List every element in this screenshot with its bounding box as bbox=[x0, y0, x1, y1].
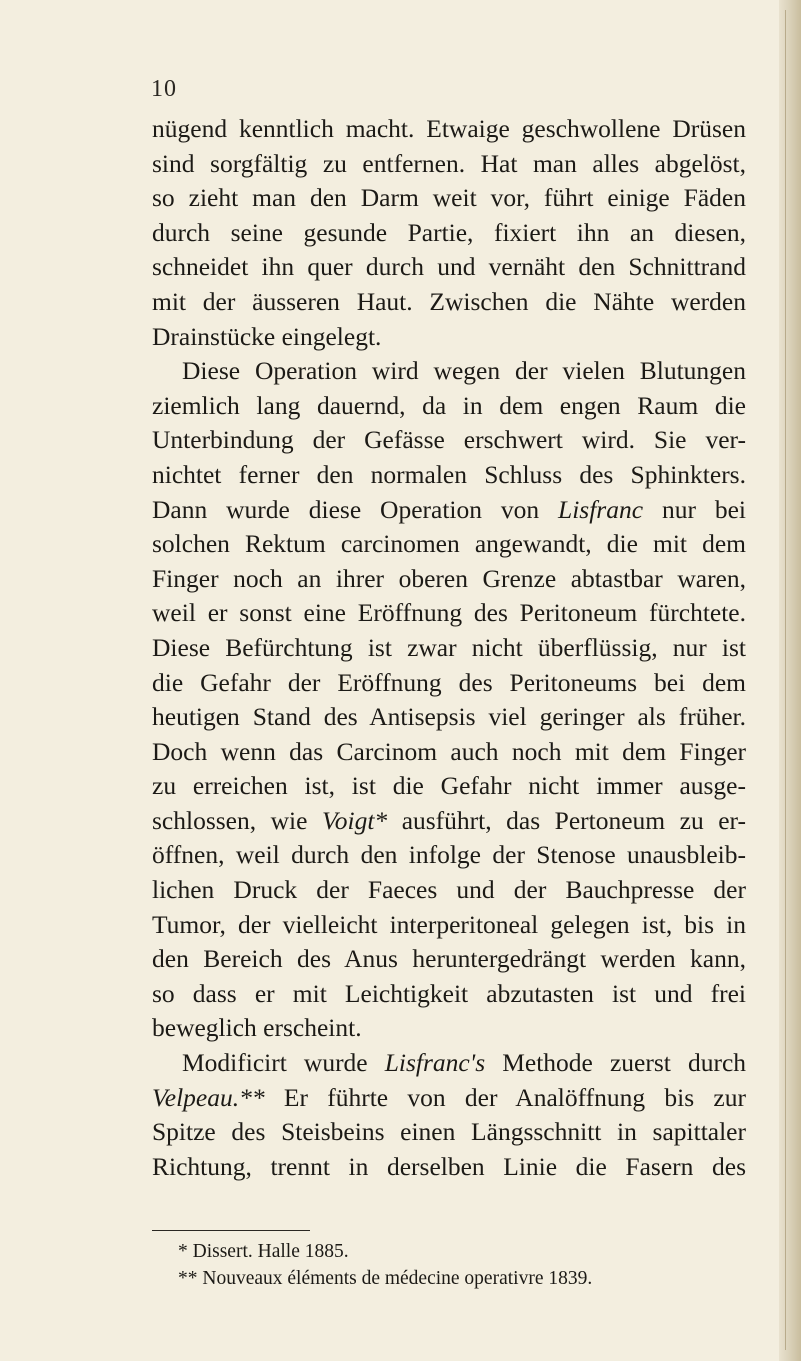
text-line: Doch wenn das Carcinom auch noch mit dem Finger bbox=[152, 736, 746, 766]
text-fragment: Modificirt wurde bbox=[182, 1048, 368, 1078]
text-line: die Gefahr der Eröffnung des Peritoneums bei dem bbox=[152, 667, 746, 697]
text-line: den Bereich des Anus heruntergedrängt werden kann, bbox=[152, 944, 746, 974]
text-line: durch seine gesunde Partie, fixiert ihn an diesen, bbox=[152, 217, 746, 247]
text-line: ziemlich lang dauernd, da in dem engen Raum die bbox=[152, 390, 746, 420]
footnote-2: ** Nouveaux éléments de médecine operativre 1839. bbox=[178, 1268, 593, 1289]
text-line: solchen Rektum carcinomen angewandt, die mit dem bbox=[152, 529, 746, 559]
footnote-rule bbox=[152, 1230, 310, 1231]
footnote-1: * Dissert. Halle 1885. bbox=[178, 1241, 349, 1262]
page-edge bbox=[779, 0, 801, 1361]
text-line: nügend kenntlich macht. Etwaige geschwollene Drüsen bbox=[152, 114, 746, 143]
text-line: Tumor, der vielleicht interperitoneal gelegen ist, bis in bbox=[152, 909, 746, 939]
author-name-voigt: Voigt* bbox=[321, 805, 388, 835]
text-line: heutigen Stand des Antisepsis viel geringer als früher. bbox=[152, 702, 746, 732]
text-line: so dass er mit Leichtigkeit abzutasten ist und frei bbox=[152, 978, 746, 1008]
author-name-velpeau: Velpeau.** bbox=[152, 1082, 265, 1112]
text-line: sind sorgfältig zu entfernen. Hat man alles abgelöst, bbox=[152, 148, 746, 178]
text-fragment: nur bei bbox=[661, 494, 746, 524]
author-name-lisfranc-possessive: Lisfranc's bbox=[384, 1048, 486, 1078]
text-line: beweglich erscheint. bbox=[152, 1013, 362, 1043]
text-line: weil er sonst eine Eröffnung des Peritoneum fürchtete. bbox=[152, 598, 746, 628]
text-line: Unterbindung der Gefässe erschwert wird. Sie ver- bbox=[152, 425, 746, 455]
text-line: so zieht man den Darm weit vor, führt einige Fäden bbox=[152, 183, 746, 213]
body-text bbox=[152, 112, 746, 1184]
text-line-with-name bbox=[152, 1046, 746, 1081]
footnotes bbox=[178, 1238, 738, 1292]
text-fragment: ausführt, das Pertoneum zu er- bbox=[401, 805, 747, 835]
text-line: Diese Befürchtung ist zwar nicht überflüssig, nur ist bbox=[152, 632, 746, 662]
text-fragment: Dann wurde diese Operation von bbox=[152, 494, 540, 524]
text-line: öffnen, weil durch den infolge der Stenose unausbleib- bbox=[152, 840, 746, 870]
text-line: Finger noch an ihrer oberen Grenze abtastbar waren, bbox=[152, 563, 746, 593]
text-line: Spitze des Steisbeins einen Längsschnitt in sapittaler bbox=[152, 1117, 746, 1147]
text-line: Richtung, trennt in derselben Linie die Fasern des bbox=[152, 1151, 746, 1181]
text-line: zu erreichen ist, ist die Gefahr nicht immer ausge- bbox=[152, 771, 746, 801]
text-fragment: schlossen, wie bbox=[152, 805, 308, 835]
text-line-with-name bbox=[152, 493, 746, 528]
text-line: schneidet ihn quer durch und vernäht den Schnittrand bbox=[152, 252, 746, 282]
text-line: nichtet ferner den normalen Schluss des Sphinkters. bbox=[152, 459, 746, 489]
text-line: mit der äusseren Haut. Zwischen die Nähte werden bbox=[152, 286, 746, 316]
text-fragment: Er führte von der Analöffnung bis zur bbox=[283, 1082, 746, 1112]
text-line: lichen Druck der Faeces und der Bauchpresse der bbox=[152, 875, 746, 905]
text-line-with-name bbox=[152, 804, 746, 839]
text-line-with-name bbox=[152, 1081, 746, 1116]
author-name-lisfranc: Lisfranc bbox=[558, 494, 644, 524]
text-fragment: Methode zuerst durch bbox=[502, 1048, 747, 1078]
text-line: Drainstücke eingelegt. bbox=[152, 321, 382, 351]
page-number: 10 bbox=[151, 76, 177, 102]
text-line: Diese Operation wird wegen der vielen Blutungen bbox=[182, 356, 746, 386]
